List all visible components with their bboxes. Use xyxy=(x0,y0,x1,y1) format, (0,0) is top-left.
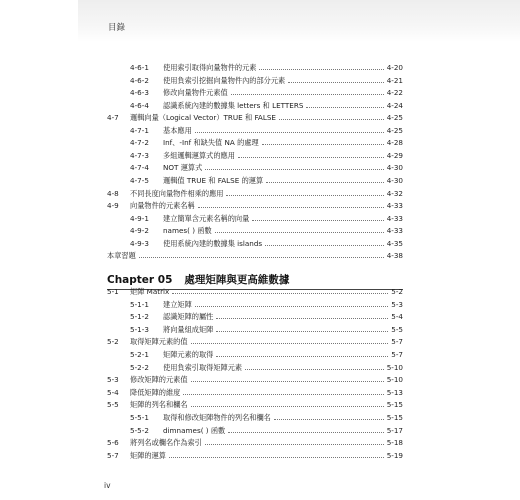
toc-entry-number: 5-1-1 xyxy=(130,299,149,309)
toc-entry xyxy=(0,250,520,262)
toc-entry-title: 使用負索引挖掘向量物件內的部分元素 xyxy=(163,75,286,85)
dot-leader xyxy=(245,369,384,370)
toc-entry-page: 4-33 xyxy=(386,226,403,236)
toc-entry-page: 4-33 xyxy=(386,213,403,223)
toc-entry xyxy=(0,336,520,348)
toc-entry xyxy=(0,412,520,424)
toc-entry-number: 4-9-3 xyxy=(130,238,149,248)
toc-entry-title: 不同長度向量物件相乘的應用 xyxy=(130,188,224,198)
toc-entry-page: 5-3 xyxy=(391,299,403,309)
toc-entry xyxy=(0,399,520,411)
toc-entry-number: 4-6-1 xyxy=(130,63,149,72)
toc-entry-title: 建立矩陣 xyxy=(163,299,192,309)
dot-leader xyxy=(198,207,384,208)
dot-leader xyxy=(252,220,383,221)
toc-entry-page: 4-24 xyxy=(386,100,403,110)
toc-entry-title: 將列名或欄名作為索引 xyxy=(130,438,202,448)
toc-entry xyxy=(0,225,520,237)
toc-entry-page: 4-22 xyxy=(386,88,403,98)
dot-leader xyxy=(288,82,383,83)
toc-entry-title: 使用系統內建的數據集 islands xyxy=(163,238,263,248)
toc-entry-page: 5-17 xyxy=(386,425,403,435)
toc-entry-page: 4-35 xyxy=(386,238,403,248)
toc-entry-page: 4-29 xyxy=(386,150,403,160)
dot-leader xyxy=(215,232,384,233)
toc-entry-title: 將向量組成矩陣 xyxy=(163,324,214,334)
toc-entry-number: 4-7 xyxy=(107,113,119,123)
toc-entry-title: 矩陣的運算 xyxy=(130,450,166,460)
toc-entry-number: 4-7-2 xyxy=(130,138,149,148)
toc-entry-title: 本章習題 xyxy=(107,251,136,261)
toc-entry-number: 5-2 xyxy=(107,337,119,347)
toc-entry-title: 矩陣元素的取得 xyxy=(163,350,214,359)
toc-entry-title: 取得和修改矩陣物件的列名和欄名 xyxy=(163,413,271,422)
toc-entry-title: 取得矩陣元素的值 xyxy=(130,337,188,347)
dot-leader xyxy=(226,195,383,196)
toc-entry-number: 5-4 xyxy=(107,387,119,397)
toc-entry-title: 使用負索引取得矩陣元素 xyxy=(163,362,243,372)
dot-leader xyxy=(169,457,384,458)
dot-leader xyxy=(259,69,383,70)
toc-entry-page: 5-10 xyxy=(386,362,403,372)
toc-entry-number: 5-2-1 xyxy=(130,350,149,359)
toc-entry xyxy=(0,286,520,298)
chapter-label: Chapter 05 xyxy=(107,274,173,286)
toc-entry-page: 5-7 xyxy=(391,337,403,347)
dot-leader xyxy=(195,306,388,307)
toc-entry xyxy=(0,450,520,462)
page-header-band xyxy=(78,0,520,42)
toc-entry-page: 4-38 xyxy=(386,251,403,261)
toc-entry xyxy=(0,299,520,311)
toc-entry xyxy=(0,112,520,124)
toc-entry xyxy=(0,324,520,336)
dot-leader xyxy=(191,343,389,344)
dot-leader xyxy=(216,356,388,357)
toc-entry-number: 5-1 xyxy=(107,287,119,296)
toc-entry xyxy=(0,62,520,74)
toc-entry-number: 4-8 xyxy=(107,188,119,198)
dot-leader xyxy=(216,318,388,319)
toc-entry-title: 向量物件的元素名稱 xyxy=(130,201,195,211)
dot-leader xyxy=(279,119,384,120)
dot-leader xyxy=(238,157,384,158)
toc-entry-page: 4-30 xyxy=(386,163,403,173)
toc-entry-number: 5-2-2 xyxy=(130,362,149,372)
toc-entry-page: 4-25 xyxy=(386,125,403,135)
toc-entry-number: 4-7-5 xyxy=(130,175,149,185)
toc-entry-page: 5-15 xyxy=(386,400,403,410)
toc-entry-page: 5-7 xyxy=(391,350,403,359)
toc-entry xyxy=(0,125,520,137)
toc-entry-title: 矩陣 Matrix xyxy=(130,287,170,296)
toc-entry-title: 基本應用 xyxy=(163,125,192,135)
dot-leader xyxy=(228,432,383,433)
chapter-heading xyxy=(107,272,289,287)
toc-entry xyxy=(0,437,520,449)
toc-entry-number: 4-7-1 xyxy=(130,125,149,135)
toc-entry-page: 4-33 xyxy=(386,201,403,211)
toc-entry-page: 5-13 xyxy=(386,387,403,397)
dot-leader xyxy=(191,381,384,382)
dot-leader xyxy=(205,444,384,445)
toc-entry-title: 多組邏輯運算式的應用 xyxy=(163,150,235,160)
toc-entry-title: 邏輯向量（Logical Vector）TRUE 和 FALSE xyxy=(130,113,276,123)
toc-entry xyxy=(0,100,520,112)
toc-entry-number: 4-9 xyxy=(107,201,119,211)
toc-entry-number: 5-7 xyxy=(107,450,119,460)
toc-entry-page: 4-20 xyxy=(386,63,403,72)
toc-entry-page: 5-18 xyxy=(386,438,403,448)
toc-entry-page: 5-10 xyxy=(386,375,403,385)
toc-entry-title: 使用索引取得向量物件的元素 xyxy=(163,63,257,72)
dot-leader xyxy=(139,257,384,258)
toc-entry-page: 5-5 xyxy=(391,324,403,334)
toc-entry-page: 4-30 xyxy=(386,175,403,185)
toc-entry-page: 5-15 xyxy=(386,413,403,422)
toc-entry xyxy=(0,349,520,361)
toc-entry xyxy=(0,150,520,162)
toc-entry-number: 4-9-1 xyxy=(130,213,149,223)
toc-entry-number: 5-6 xyxy=(107,438,119,448)
toc-entry-title: names( ) 函數 xyxy=(163,226,212,236)
toc-entry-page: 4-28 xyxy=(386,138,403,148)
toc-entry-number: 4-9-2 xyxy=(130,226,149,236)
toc-entry-page: 5-4 xyxy=(391,312,403,322)
toc-entry xyxy=(0,200,520,212)
dot-leader xyxy=(262,144,384,145)
toc-entry-title: NOT 運算式 xyxy=(163,163,203,173)
chapter-title: 處理矩陣與更高維數據 xyxy=(184,274,290,286)
toc-entry-number: 5-5 xyxy=(107,400,119,410)
toc-entry-title: dimnames( ) 函數 xyxy=(163,425,226,435)
dot-leader xyxy=(274,419,384,420)
toc-entry-title: 修改向量物件元素值 xyxy=(163,88,228,98)
toc-entry xyxy=(0,213,520,225)
dot-leader xyxy=(266,182,384,183)
dot-leader xyxy=(172,293,388,294)
dot-leader xyxy=(265,245,384,246)
toc-entry-number: 5-5-2 xyxy=(130,425,149,435)
toc-entry-number: 5-1-3 xyxy=(130,324,149,334)
toc-entry xyxy=(0,387,520,399)
toc-entry-number: 5-5-1 xyxy=(130,413,149,422)
toc-entry xyxy=(0,362,520,374)
toc-entry-page: 4-21 xyxy=(386,75,403,85)
toc-entry-page: 4-25 xyxy=(386,113,403,123)
toc-entry xyxy=(0,75,520,87)
toc-entry-number: 4-6-2 xyxy=(130,75,149,85)
toc-entry-title: 認識矩陣的屬性 xyxy=(163,312,214,322)
toc-entry-number: 4-6-3 xyxy=(130,88,149,98)
dot-leader xyxy=(195,132,384,133)
toc-entry-number: 4-7-4 xyxy=(130,163,149,173)
toc-entry-number: 4-6-4 xyxy=(130,100,149,110)
dot-leader xyxy=(306,107,383,108)
toc-entry-number: 5-1-2 xyxy=(130,312,149,322)
toc-entry-title: 認識系統內建的數據集 letters 和 LETTERS xyxy=(163,100,304,110)
toc-entry-number: 4-7-3 xyxy=(130,150,149,160)
toc-entry-page: 5-2 xyxy=(391,287,403,296)
toc-entry-title: Inf、-Inf 和缺失值 NA 的處理 xyxy=(163,138,259,148)
toc-entry xyxy=(0,238,520,250)
toc-entry xyxy=(0,311,520,323)
dot-leader xyxy=(191,406,384,407)
toc-entry xyxy=(0,87,520,99)
toc-entry-number: 5-3 xyxy=(107,375,119,385)
toc-entry xyxy=(0,137,520,149)
toc-entry xyxy=(0,188,520,200)
toc-entry xyxy=(0,425,520,437)
toc-entry xyxy=(0,162,520,174)
page-number: iv xyxy=(104,481,111,490)
dot-leader xyxy=(216,331,388,332)
toc-entry-title: 建立簡單含元素名稱的向量 xyxy=(163,213,250,223)
page-header-title: 目錄 xyxy=(108,23,126,33)
toc-entry-title: 降低矩陣的維度 xyxy=(130,387,181,397)
dot-leader xyxy=(231,94,384,95)
toc-entry-title: 邏輯值 TRUE 和 FALSE 的運算 xyxy=(163,175,264,185)
dot-leader xyxy=(183,394,383,395)
dot-leader xyxy=(205,169,383,170)
toc-entry-title: 矩陣的列名和欄名 xyxy=(130,400,188,410)
toc-entry xyxy=(0,175,520,187)
toc-entry-page: 4-32 xyxy=(386,188,403,198)
toc-entry-title: 修改矩陣的元素值 xyxy=(130,375,188,385)
toc-entry xyxy=(0,374,520,386)
toc-entry-page: 5-19 xyxy=(386,450,403,460)
